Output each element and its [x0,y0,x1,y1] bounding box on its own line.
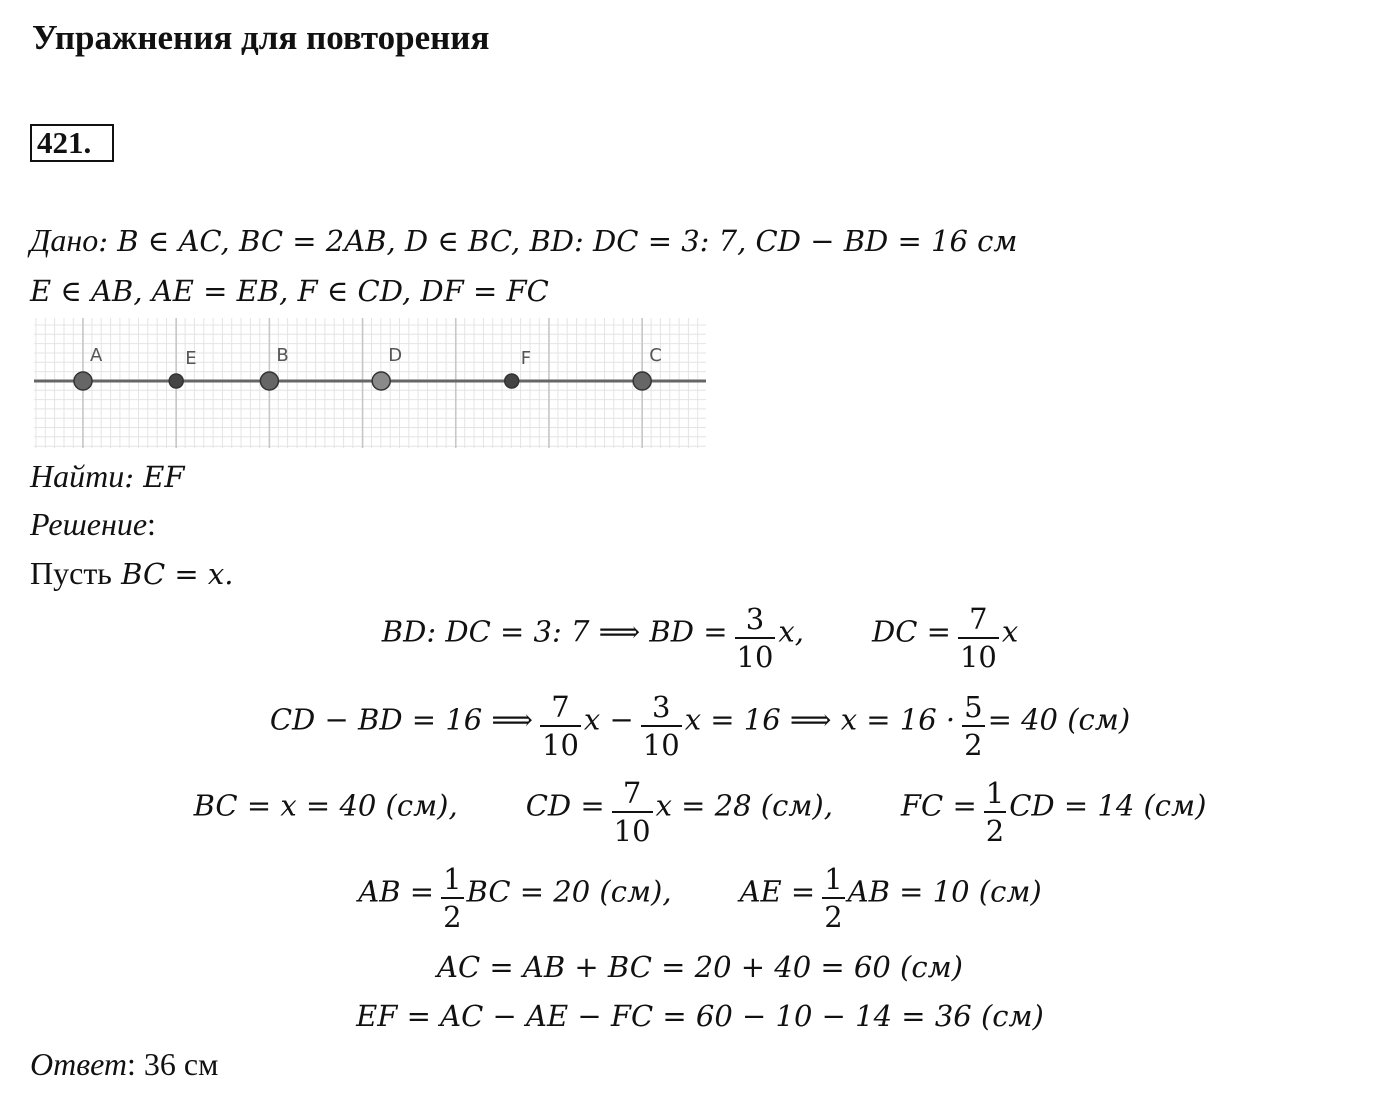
eq1-f2-den: 10 [958,637,999,675]
segment-figure [34,318,706,448]
grid-minor [34,318,706,448]
point-label-f: F [520,348,532,369]
equation-4 [0,861,1400,935]
eq1-text-d: x [1001,614,1019,649]
let-word: Пусть [30,555,112,591]
solution-line [30,506,156,543]
eq3-text-b: CD = [525,788,605,823]
problem-number: 421. [30,124,114,162]
segment-points [74,345,662,390]
eq4-text-a: AB = [358,874,435,909]
equation-3 [0,775,1400,849]
eq3-f1-den: 10 [612,811,653,849]
equation-6 [0,999,1400,1033]
point-d [372,372,390,390]
eq2-fraction-2 [641,689,682,763]
eq2-fraction-1 [540,689,581,763]
equation-1 [0,601,1400,675]
eq3-f1-num: 7 [622,776,642,810]
point-label-e: E [185,348,197,369]
point-b [260,372,278,390]
eq3-text-c: x = 28 (см), [655,788,833,823]
eq1-text-b: x, [778,614,804,649]
eq4-f1-den: 2 [441,897,463,935]
eq6-text: EF = AC − AE − FC = 60 − 10 − 14 = 36 (см) [356,999,1044,1033]
eq3-f2-num: 1 [985,776,1005,810]
problem-number-text: 421 [37,125,84,160]
given-line-1 [30,222,1017,259]
eq3-text-a: BC = x = 40 (см), [193,788,458,823]
eq2-f2-num: 3 [652,690,671,724]
eq5-text: AC = AB + BC = 20 + 40 = 60 (см) [437,950,963,984]
equation-5 [0,950,1400,984]
eq1-f2-num: 7 [969,602,988,636]
answer-label: Ответ [30,1046,127,1082]
point-e [169,374,183,388]
eq4-f2-num: 1 [824,862,843,896]
eq2-text-a: CD − BD = 16 ⟹ [269,702,534,737]
eq3-fraction-2 [984,775,1006,849]
eq2-text-c: x = 16 ⟹ x = 16 · [684,702,956,737]
eq4-text-d: AB = 10 (см) [847,874,1042,909]
answer-line [30,1046,218,1083]
point-a [74,372,92,390]
answer-value: : 36 см [127,1046,219,1082]
eq2-f1-den: 10 [540,725,581,763]
eq2-f3-den: 2 [962,725,984,763]
eq1-text-a: BD: DC = 3: 7 ⟹ BD = [381,614,728,649]
eq2-f2-den: 10 [641,725,682,763]
given-line-2 [30,272,549,309]
point-label-a: A [90,345,103,366]
find-label: Найти [30,458,125,494]
eq2-text-b: x − [583,702,634,737]
find-value: : EF [124,460,185,494]
eq4-fraction-1 [441,861,463,935]
point-label-b: B [276,345,289,366]
given-conditions-1: : B ∈ AC, BC = 2AB, D ∈ BC, BD: DC = 3: 7, CD − BD = 16 см [98,224,1018,258]
eq4-fraction-2 [822,861,844,935]
solution-label: Решение [30,506,148,542]
eq2-f3-num: 5 [964,690,983,724]
eq2-text-d: = 40 (см) [987,702,1131,737]
eq4-f1-num: 1 [443,862,462,896]
section-title: Упражнения для повторения [32,18,490,57]
point-c [633,372,651,390]
eq3-text-e: CD = 14 (см) [1009,788,1207,823]
point-label-c: C [649,345,662,366]
eq3-text-d: FC = [900,788,977,823]
given-label: Дано [30,222,99,258]
eq1-text-c: DC = [871,614,951,649]
equation-2 [0,689,1400,763]
eq4-f2-den: 2 [822,897,844,935]
find-line [30,458,185,495]
eq4-text-b: BC = 20 (см), [466,874,672,909]
eq3-f2-den: 2 [984,811,1006,849]
eq4-text-c: AE = [739,874,816,909]
eq2-f1-num: 7 [551,690,570,724]
let-line [30,555,233,592]
eq1-fraction-2 [958,601,999,675]
eq1-fraction-1 [735,601,776,675]
point-f [505,374,519,388]
eq3-fraction-1 [612,775,653,849]
let-expr: BC = x. [111,557,234,591]
eq2-fraction-3 [962,689,984,763]
point-label-d: D [388,345,403,366]
eq1-f1-num: 3 [745,602,765,636]
eq1-f1-den: 10 [735,637,776,675]
solution-colon: : [147,506,156,542]
given-conditions-2: E ∈ AB, AE = EB, F ∈ CD, DF = FC [30,274,549,308]
